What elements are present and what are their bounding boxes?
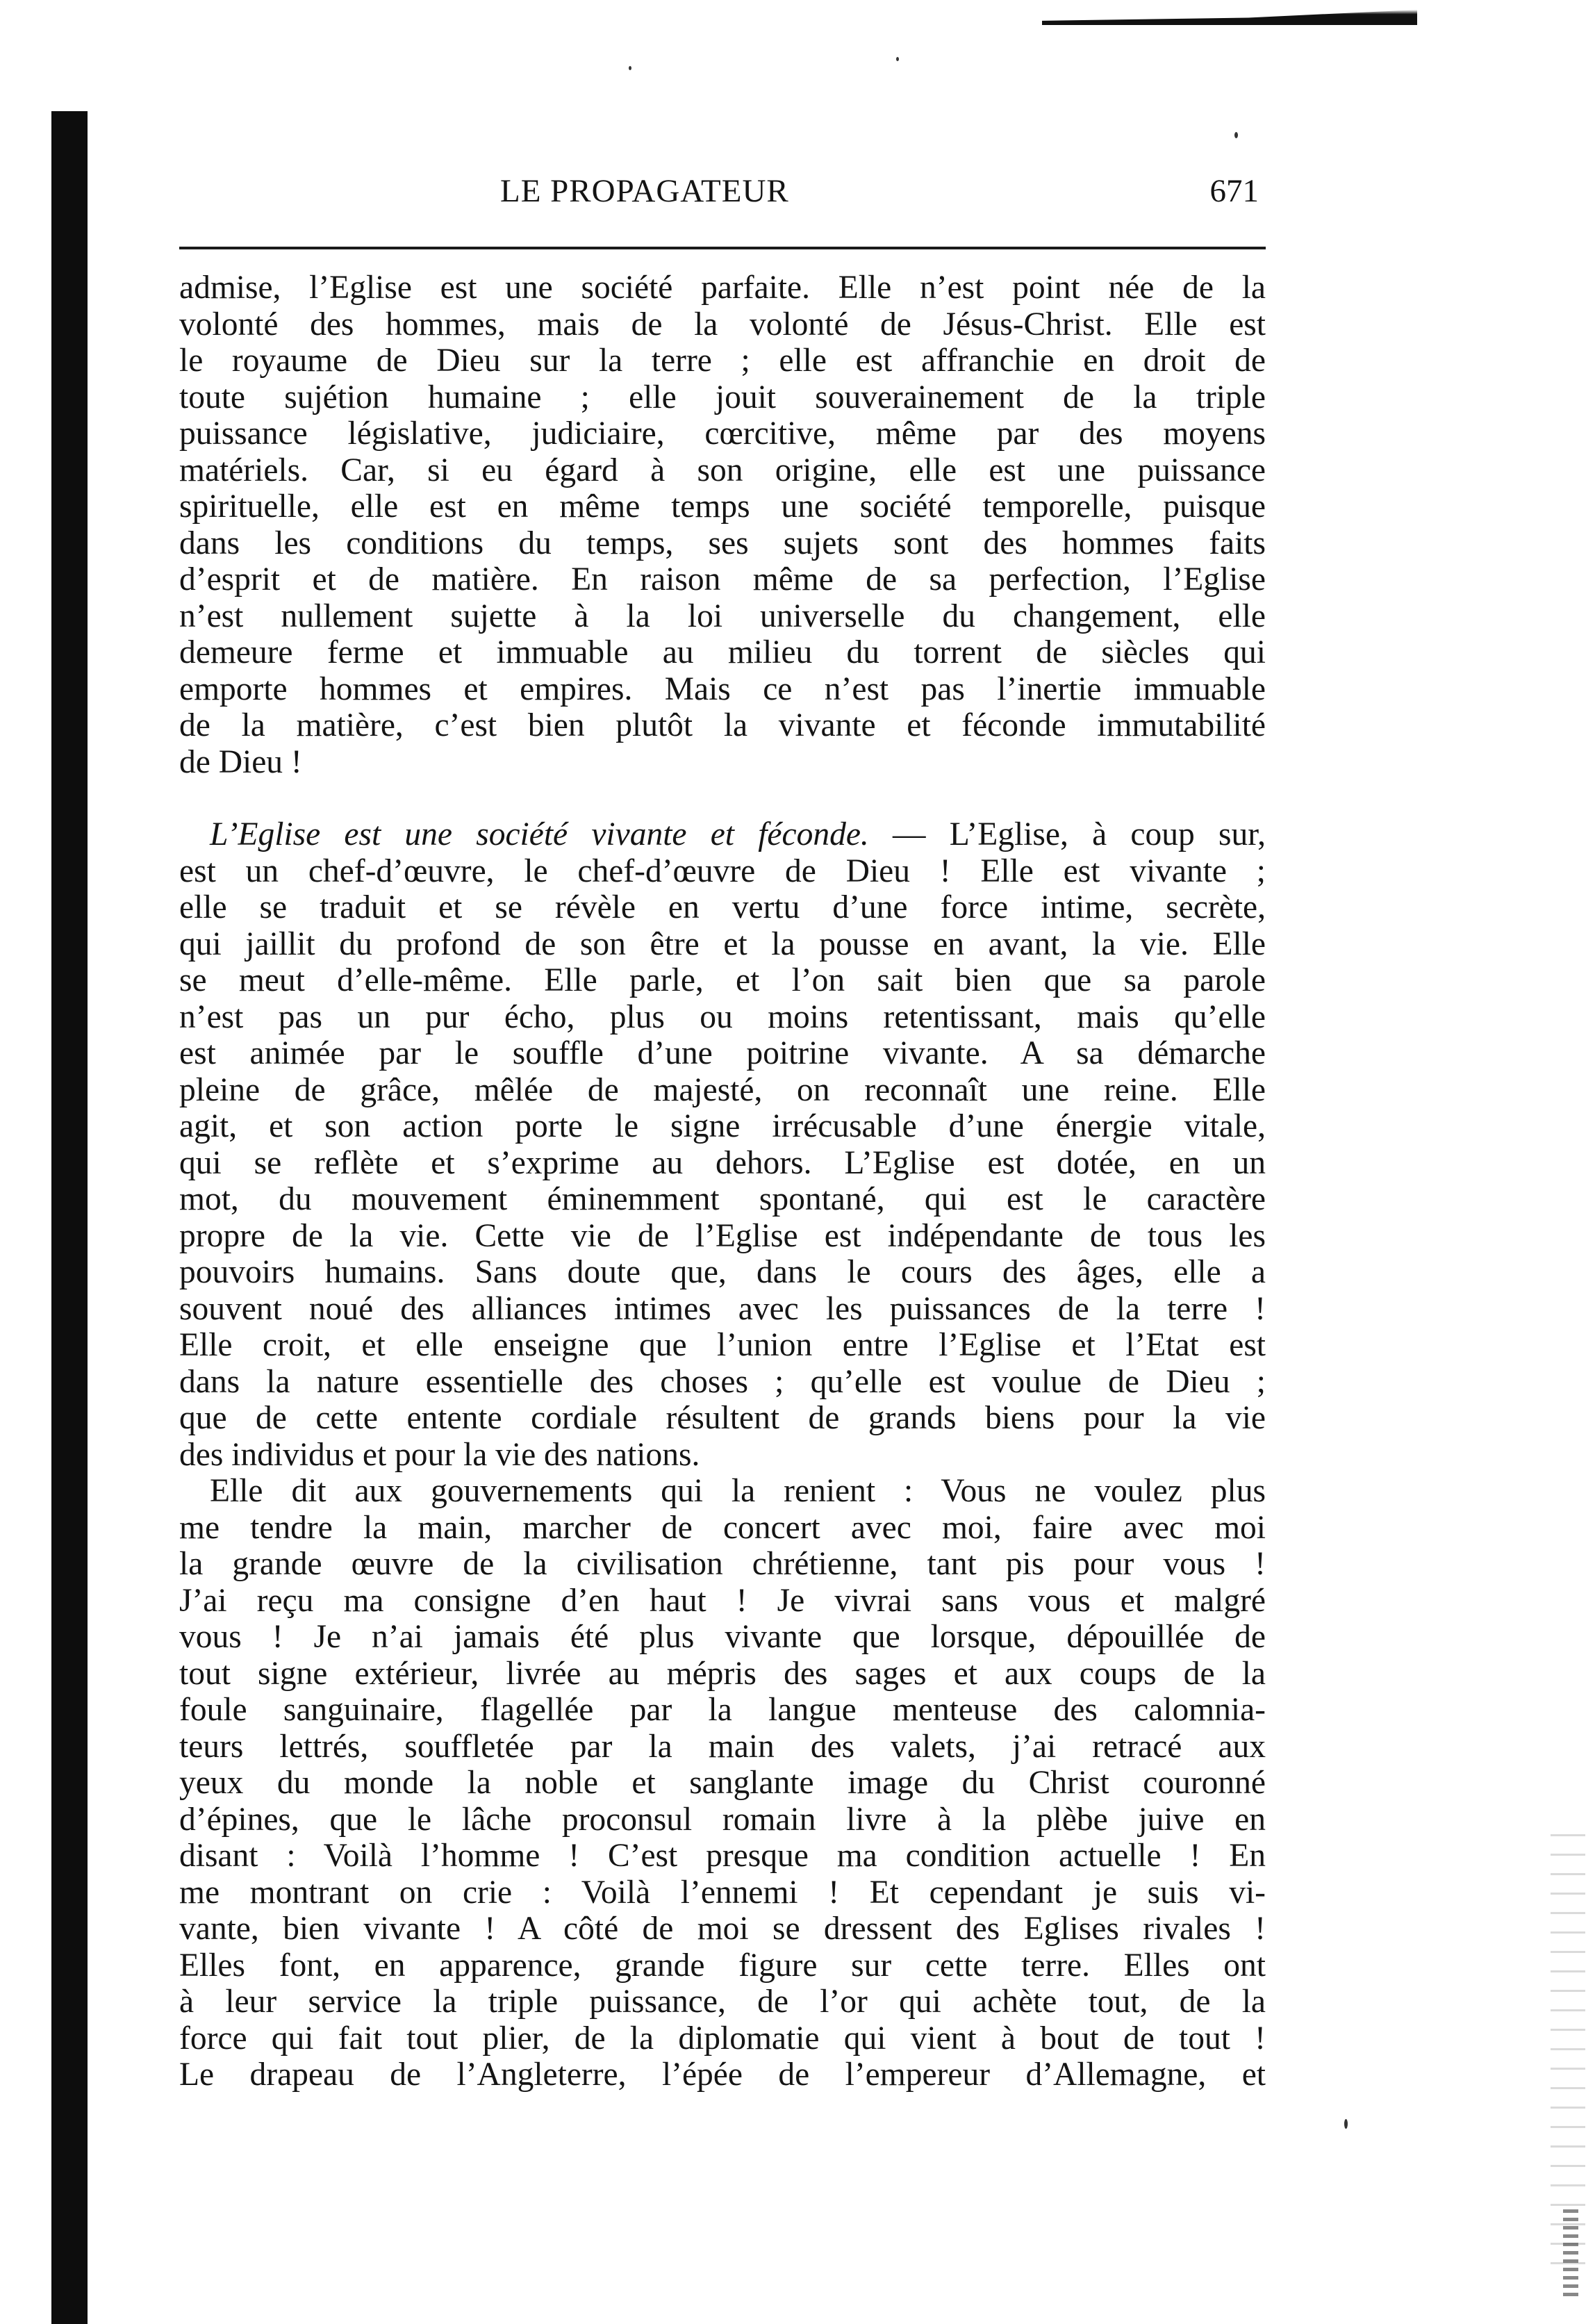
text-line: admise, l’Eglise est une société parfaite. Elle n’est point née de la: [179, 270, 1266, 306]
text-line: mot, du mouvement éminemment spontané, qui est le caractère: [179, 1181, 1266, 1217]
text-line: la grande œuvre de la civilisation chrétienne, tant pis pour vous !: [179, 1546, 1266, 1582]
text-line: vous ! Je n’ai jamais été plus vivante que lorsque, dépouillée de: [179, 1619, 1266, 1655]
text-line: pouvoirs humains. Sans doute que, dans le cours des âges, elle a: [179, 1254, 1266, 1290]
text-line: est animée par le souffle d’une poitrine vivante. A sa démarche: [179, 1035, 1266, 1071]
text-line: dans la nature essentielle des choses ; qu’elle est voulue de Dieu ;: [179, 1363, 1266, 1400]
text-line: [179, 816, 1266, 853]
section-heading: L’Eglise est une société vivante et féconde.: [210, 816, 869, 852]
text-line: d’esprit et de matière. En raison même de sa perfection, l’Eglise: [179, 561, 1266, 598]
text-line: matériels. Car, si eu égard à son origine, elle est une puissance: [179, 452, 1266, 488]
scan-edge-rule: [1042, 10, 1417, 25]
text-line: force qui fait tout plier, de la diplomatie qui vient à bout de tout !: [179, 2020, 1266, 2057]
text-line: qui se reflète et s’exprime au dehors. L’Eglise est dotée, en un: [179, 1144, 1266, 1181]
header-rule: [179, 247, 1266, 249]
text-line: spirituelle, elle est en même temps une société temporelle, puisque: [179, 488, 1266, 525]
text-line: Elles font, en apparence, grande figure sur cette terre. Elles ont: [179, 1947, 1266, 1984]
text-line: demeure ferme et immuable au milieu du torrent de siècles qui: [179, 634, 1266, 670]
running-head: [181, 172, 1264, 217]
page-body: [179, 270, 1266, 2093]
paragraph: [179, 1473, 1266, 2093]
paragraph: [179, 270, 1266, 780]
scan-speck: [1234, 132, 1238, 138]
scan-speck: [896, 57, 899, 61]
page-number: 671: [1209, 173, 1259, 209]
text-line: est un chef-d’œuvre, le chef-d’œuvre de Dieu ! Elle est vivante ;: [179, 852, 1266, 889]
text-line: elle se traduit et se révèle en vertu d’une force intime, secrète,: [179, 889, 1266, 925]
text-line: pleine de grâce, mêlée de majesté, on reconnaît une reine. Elle: [179, 1071, 1266, 1108]
text-line: souvent noué des alliances intimes avec les puissances de la terre !: [179, 1290, 1266, 1327]
text-line: agit, et son action porte le signe irrécusable d’une énergie vitale,: [179, 1108, 1266, 1144]
margin-marks: [1563, 2209, 1578, 2300]
text-line: Elle croit, et elle enseigne que l’union entre l’Eglise et l’Etat est: [179, 1327, 1266, 1363]
text-line: J’ai reçu ma consigne d’en haut ! Je vivrai sans vous et malgré: [179, 1582, 1266, 1619]
text-line: vante, bien vivante ! A côté de moi se dressent des Eglises rivales !: [179, 1911, 1266, 1947]
text-line: dans les conditions du temps, ses sujets sont des hommes faits: [179, 525, 1266, 561]
scan-speck: [1344, 2119, 1348, 2129]
text-line: des individus et pour la vie des nations.: [179, 1436, 700, 1473]
text-line: n’est nullement sujette à la loi universelle du changement, elle: [179, 598, 1266, 634]
text-run: — L’Eglise, à coup sur,: [868, 816, 1266, 852]
text-line: propre de la vie. Cette vie de l’Eglise est indépendante de tous les: [179, 1217, 1266, 1254]
text-line: teurs lettrés, souffletée par la main des valets, j’ai retracé aux: [179, 1728, 1266, 1765]
text-line: à leur service la triple puissance, de l’or qui achète tout, de la: [179, 1984, 1266, 2020]
text-line: se meut d’elle-même. Elle parle, et l’on sait bien que sa parole: [179, 962, 1266, 998]
paragraph: [179, 816, 1266, 1473]
scan-speck: [629, 66, 631, 70]
text-line: d’épines, que le lâche proconsul romain livre à la plèbe juive en: [179, 1801, 1266, 1838]
text-line: de Dieu !: [179, 743, 302, 780]
binding-shadow: [51, 111, 88, 2324]
text-line: qui jaillit du profond de son être et la pousse en avant, la vie. Elle: [179, 925, 1266, 962]
text-line: foule sanguinaire, flagellée par la langue menteuse des calomnia-: [179, 1692, 1266, 1728]
text-line: Le drapeau de l’Angleterre, l’épée de l’empereur d’Allemagne, et: [179, 2057, 1266, 2093]
text-line: de la matière, c’est bien plutôt la vivante et féconde immutabilité: [179, 707, 1266, 743]
text-line: me tendre la main, marcher de concert avec moi, faire avec moi: [179, 1509, 1266, 1546]
running-title: LE PROPAGATEUR: [500, 173, 789, 209]
text-line: disant : Voilà l’homme ! C’est presque ma condition actuelle ! En: [179, 1838, 1266, 1874]
text-line: emporte hommes et empires. Mais ce n’est pas l’inertie immuable: [179, 670, 1266, 707]
text-line: volonté des hommes, mais de la volonté de Jésus-Christ. Elle est: [179, 306, 1266, 343]
text-line: me montrant on crie : Voilà l’ennemi ! Et cependant je suis vi-: [179, 1874, 1266, 1911]
text-line: tout signe extérieur, livrée au mépris des sages et aux coups de la: [179, 1655, 1266, 1692]
text-line: le royaume de Dieu sur la terre ; elle est affranchie en droit de: [179, 343, 1266, 379]
text-line: yeux du monde la noble et sanglante image du Christ couronné: [179, 1765, 1266, 1801]
text-line: n’est pas un pur écho, plus ou moins retentissant, mais qu’elle: [179, 998, 1266, 1035]
paragraph-gap: [179, 780, 1266, 816]
text-line: que de cette entente cordiale résultent de grands biens pour la vie: [179, 1400, 1266, 1436]
text-line: toute sujétion humaine ; elle jouit souverainement de la triple: [179, 379, 1266, 415]
text-line: puissance législative, judiciaire, cœrcitive, même par des moyens: [179, 415, 1266, 452]
text-line: Elle dit aux gouvernements qui la renient : Vous ne voulez plus: [210, 1473, 1266, 1509]
